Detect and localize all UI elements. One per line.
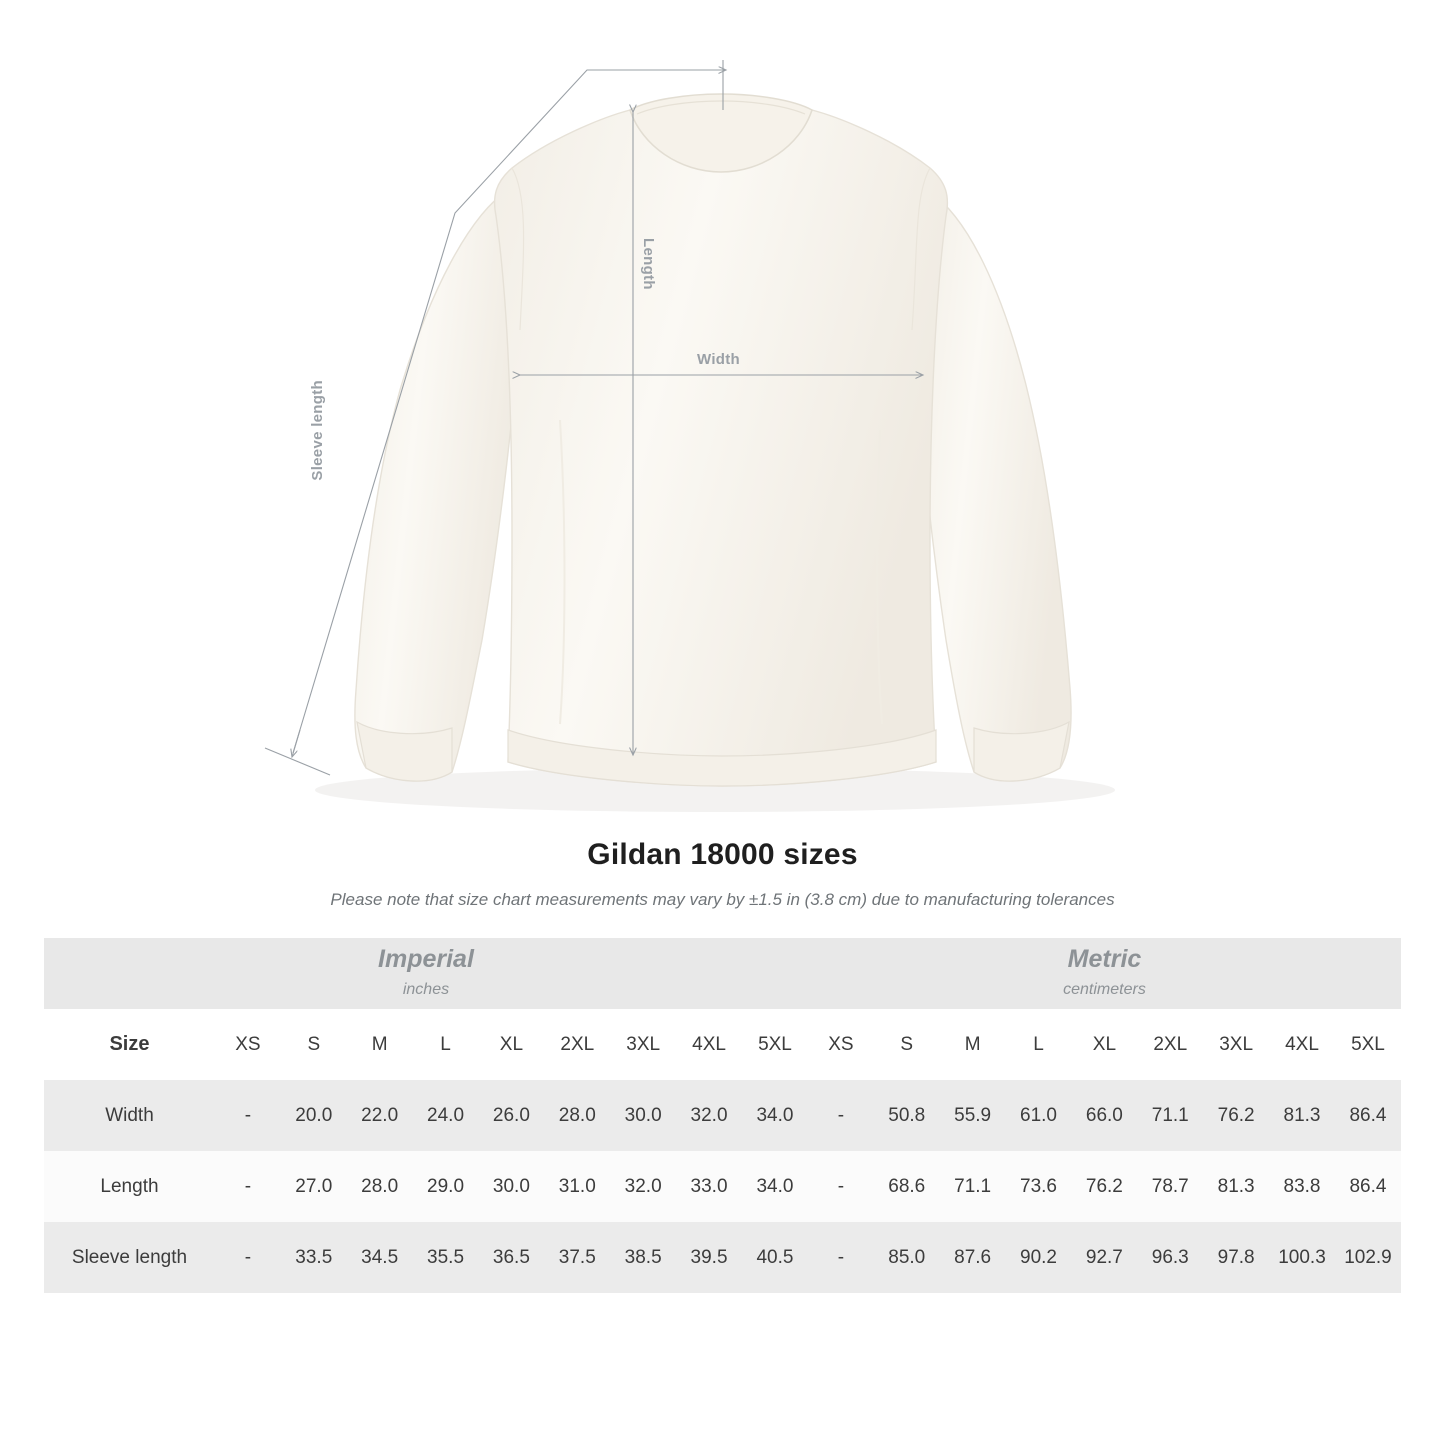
length-label: Length (640, 238, 657, 290)
col-header-imperial-s: S (281, 1009, 347, 1080)
unit-metric-name: Metric (1067, 945, 1142, 974)
unit-header-row (44, 938, 1401, 1009)
col-header-imperial-4xl: 4XL (676, 1009, 742, 1080)
cell-width-metric-xs: - (808, 1080, 874, 1151)
cell-length-imperial-s: 27.0 (281, 1151, 347, 1222)
cell-length-metric-l: 73.6 (1006, 1151, 1072, 1222)
col-header-metric-l: L (1006, 1009, 1072, 1080)
cell-sleeve-imperial-l: 35.5 (413, 1222, 479, 1293)
cell-width-imperial-l: 24.0 (413, 1080, 479, 1151)
cell-sleeve-metric-m: 87.6 (940, 1222, 1006, 1293)
cell-width-metric-3xl: 76.2 (1203, 1080, 1269, 1151)
cell-length-imperial-5xl: 34.0 (742, 1151, 808, 1222)
cell-sleeve-metric-3xl: 97.8 (1203, 1222, 1269, 1293)
unit-metric-sub: centimeters (1063, 980, 1146, 998)
cell-width-imperial-5xl: 34.0 (742, 1080, 808, 1151)
cell-width-metric-5xl: 86.4 (1335, 1080, 1401, 1151)
cell-width-imperial-xl: 26.0 (478, 1080, 544, 1151)
title-block (0, 838, 1445, 910)
cell-length-imperial-2xl: 31.0 (544, 1151, 610, 1222)
cell-width-imperial-2xl: 28.0 (544, 1080, 610, 1151)
cell-sleeve-metric-xs: - (808, 1222, 874, 1293)
cell-width-metric-s: 50.8 (874, 1080, 940, 1151)
col-header-imperial-xl: XL (478, 1009, 544, 1080)
cell-length-imperial-l: 29.0 (413, 1151, 479, 1222)
unit-metric-cell (808, 938, 1401, 1009)
cell-sleeve-imperial-3xl: 38.5 (610, 1222, 676, 1293)
col-header-imperial-m: M (347, 1009, 413, 1080)
cell-length-imperial-xl: 30.0 (478, 1151, 544, 1222)
cell-sleeve-metric-l: 90.2 (1006, 1222, 1072, 1293)
col-header-metric-2xl: 2XL (1137, 1009, 1203, 1080)
cell-length-imperial-m: 28.0 (347, 1151, 413, 1222)
col-header-metric-4xl: 4XL (1269, 1009, 1335, 1080)
col-header-imperial-l: L (413, 1009, 479, 1080)
cell-sleeve-imperial-5xl: 40.5 (742, 1222, 808, 1293)
row-label-sleeve-length: Sleeve length (44, 1222, 215, 1293)
cell-length-metric-s: 68.6 (874, 1151, 940, 1222)
cell-width-metric-m: 55.9 (940, 1080, 1006, 1151)
table-row (44, 1222, 1401, 1293)
table-row (44, 1151, 1401, 1222)
unit-imperial-sub: inches (402, 980, 450, 998)
tolerance-note: Please note that size chart measurements may vary by ±1.5 in (3.8 cm) due to manufacturing tolerances (330, 890, 1115, 909)
size-header: Size (44, 1009, 215, 1080)
cell-sleeve-imperial-2xl: 37.5 (544, 1222, 610, 1293)
cell-sleeve-imperial-m: 34.5 (347, 1222, 413, 1293)
unit-imperial-cell (44, 938, 808, 1009)
cell-sleeve-metric-2xl: 96.3 (1137, 1222, 1203, 1293)
row-label-length: Length (44, 1151, 215, 1222)
sleeve-length-label: Sleeve length (309, 380, 326, 481)
col-header-imperial-xs: XS (215, 1009, 281, 1080)
col-header-imperial-5xl: 5XL (742, 1009, 808, 1080)
col-header-metric-m: M (940, 1009, 1006, 1080)
cell-length-imperial-xs: - (215, 1151, 281, 1222)
cell-width-imperial-m: 22.0 (347, 1080, 413, 1151)
page-title: Gildan 18000 sizes (587, 838, 858, 871)
cell-sleeve-metric-4xl: 100.3 (1269, 1222, 1335, 1293)
cell-length-metric-4xl: 83.8 (1269, 1151, 1335, 1222)
cell-sleeve-imperial-s: 33.5 (281, 1222, 347, 1293)
col-header-imperial-2xl: 2XL (544, 1009, 610, 1080)
cell-length-metric-xs: - (808, 1151, 874, 1222)
cell-length-metric-xl: 76.2 (1071, 1151, 1137, 1222)
col-header-metric-xs: XS (808, 1009, 874, 1080)
cell-width-imperial-3xl: 30.0 (610, 1080, 676, 1151)
col-header-metric-3xl: 3XL (1203, 1009, 1269, 1080)
cell-width-metric-xl: 66.0 (1071, 1080, 1137, 1151)
cell-sleeve-imperial-xs: - (215, 1222, 281, 1293)
cell-length-imperial-3xl: 32.0 (610, 1151, 676, 1222)
size-table (44, 938, 1401, 1293)
col-header-imperial-3xl: 3XL (610, 1009, 676, 1080)
cell-sleeve-imperial-xl: 36.5 (478, 1222, 544, 1293)
col-header-metric-5xl: 5XL (1335, 1009, 1401, 1080)
cell-width-imperial-4xl: 32.0 (676, 1080, 742, 1151)
cell-length-metric-3xl: 81.3 (1203, 1151, 1269, 1222)
unit-imperial-name: Imperial (378, 945, 474, 974)
col-header-metric-s: S (874, 1009, 940, 1080)
cell-width-metric-2xl: 71.1 (1137, 1080, 1203, 1151)
column-header-row (44, 1009, 1401, 1080)
cell-length-metric-m: 71.1 (940, 1151, 1006, 1222)
cell-width-imperial-xs: - (215, 1080, 281, 1151)
col-header-metric-xl: XL (1071, 1009, 1137, 1080)
cell-width-metric-4xl: 81.3 (1269, 1080, 1335, 1151)
row-label-width: Width (44, 1080, 215, 1151)
cell-sleeve-metric-s: 85.0 (874, 1222, 940, 1293)
cell-sleeve-imperial-4xl: 39.5 (676, 1222, 742, 1293)
size-table-wrap (44, 938, 1401, 1293)
width-label: Width (697, 351, 741, 368)
cell-length-imperial-4xl: 33.0 (676, 1151, 742, 1222)
table-row (44, 1080, 1401, 1151)
cell-length-metric-5xl: 86.4 (1335, 1151, 1401, 1222)
cell-sleeve-metric-5xl: 102.9 (1335, 1222, 1401, 1293)
cell-length-metric-2xl: 78.7 (1137, 1151, 1203, 1222)
cell-width-imperial-s: 20.0 (281, 1080, 347, 1151)
cell-sleeve-metric-xl: 92.7 (1071, 1222, 1137, 1293)
cell-width-metric-l: 61.0 (1006, 1080, 1072, 1151)
